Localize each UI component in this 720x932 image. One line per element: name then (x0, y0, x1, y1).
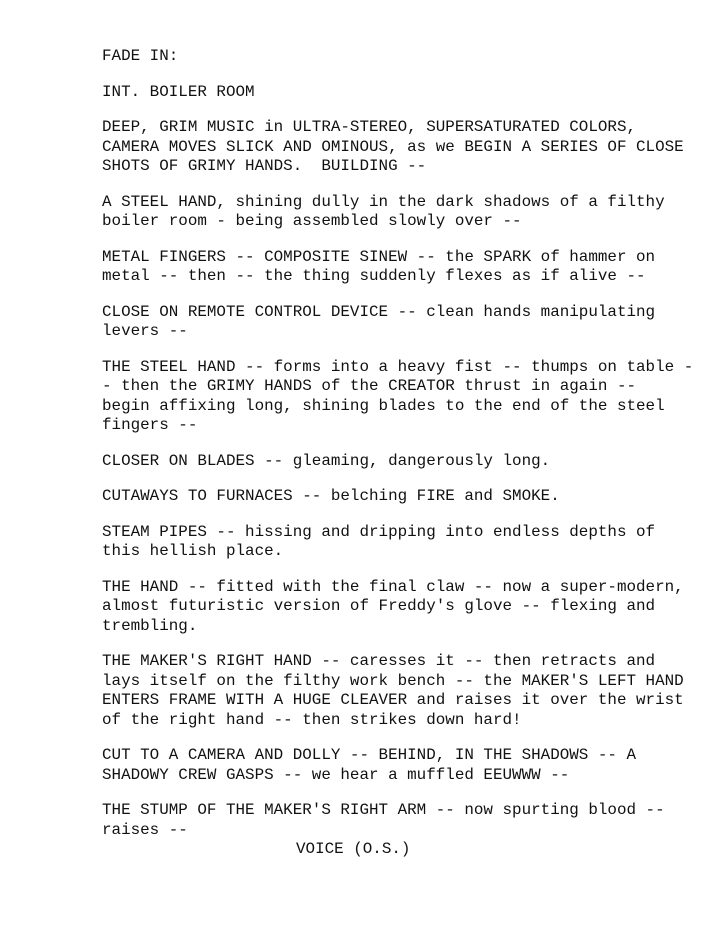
script-line: THE STEEL HAND -- forms into a heavy fist -- thumps on table - (102, 357, 694, 376)
action-paragraph (102, 487, 712, 507)
script-line: CUT TO A CAMERA AND DOLLY -- BEHIND, IN THE SHADOWS -- A (102, 746, 637, 764)
script-line: trembling. (102, 616, 198, 635)
action-paragraph (102, 303, 712, 342)
script-line: CLOSER ON BLADES -- gleaming, dangerously long. (102, 451, 551, 470)
script-line: CLOSE ON REMOTE CONTROL DEVICE -- clean hands manipulating (102, 302, 656, 321)
script-line: CAMERA MOVES SLICK AND OMINOUS, as we BEGIN A SERIES OF CLOSE (102, 137, 684, 156)
character-cue: VOICE (O.S.) (296, 840, 411, 858)
action-paragraph (102, 47, 712, 67)
script-line: raises -- (102, 820, 188, 839)
script-line: INT. BOILER ROOM (102, 82, 255, 101)
script-line: levers -- (102, 322, 188, 340)
script-line: SHADOWY CREW GASPS -- we hear a muffled EEUWWW -- (102, 765, 570, 784)
action-paragraph (102, 248, 712, 287)
script-line: of the right hand -- then strikes down hard! (102, 710, 522, 729)
action-paragraph (102, 746, 712, 785)
script-line: THE HAND -- fitted with the final claw -- now a super-modern, (102, 577, 684, 596)
script-line: lays itself on the filthy work bench -- the MAKER'S LEFT HAND (102, 671, 684, 690)
action-paragraph (102, 358, 712, 436)
script-line: this hellish place. (102, 542, 284, 560)
action-paragraph (102, 452, 712, 472)
script-line: boiler room - being assembled slowly over -- (102, 212, 522, 230)
script-line: STEAM PIPES -- hissing and dripping into endless depths of (102, 522, 656, 541)
script-line: SHOTS OF GRIMY HANDS. BUILDING -- (102, 157, 427, 175)
action-paragraph (102, 193, 712, 232)
script-line: THE MAKER'S RIGHT HAND -- caresses it -- then retracts and (102, 652, 656, 670)
action-paragraph (102, 118, 712, 177)
script-line: THE STUMP OF THE MAKER'S RIGHT ARM -- now spurting blood -- (102, 801, 665, 819)
action-paragraph (102, 801, 712, 840)
script-line: ENTERS FRAME WITH A HUGE CLEAVER and raises it over the wrist (102, 691, 684, 709)
script-line: METAL FINGERS -- COMPOSITE SINEW -- the SPARK of hammer on (102, 247, 656, 266)
action-paragraph (102, 578, 712, 637)
script-line: A STEEL HAND, shining dully in the dark shadows of a filthy (102, 192, 665, 211)
script-line: CUTAWAYS TO FURNACES -- belching FIRE and SMOKE. (102, 487, 560, 505)
script-line: metal -- then -- the thing suddenly flexes as if alive -- (102, 267, 646, 285)
script-line: fingers -- (102, 416, 198, 434)
script-line: begin affixing long, shining blades to the end of the steel (102, 396, 665, 415)
action-paragraphs (102, 47, 712, 840)
script-line: FADE IN: (102, 47, 179, 65)
screenplay-page (102, 47, 712, 856)
script-line: DEEP, GRIM MUSIC in ULTRA-STEREO, SUPERSATURATED COLORS, (102, 118, 637, 136)
action-paragraph (102, 83, 712, 103)
action-paragraph (102, 652, 712, 730)
action-paragraph (102, 523, 712, 562)
script-line: almost futuristic version of Freddy's glove -- flexing and (102, 597, 656, 615)
script-line: - then the GRIMY HANDS of the CREATOR thrust in again -- (102, 377, 637, 395)
